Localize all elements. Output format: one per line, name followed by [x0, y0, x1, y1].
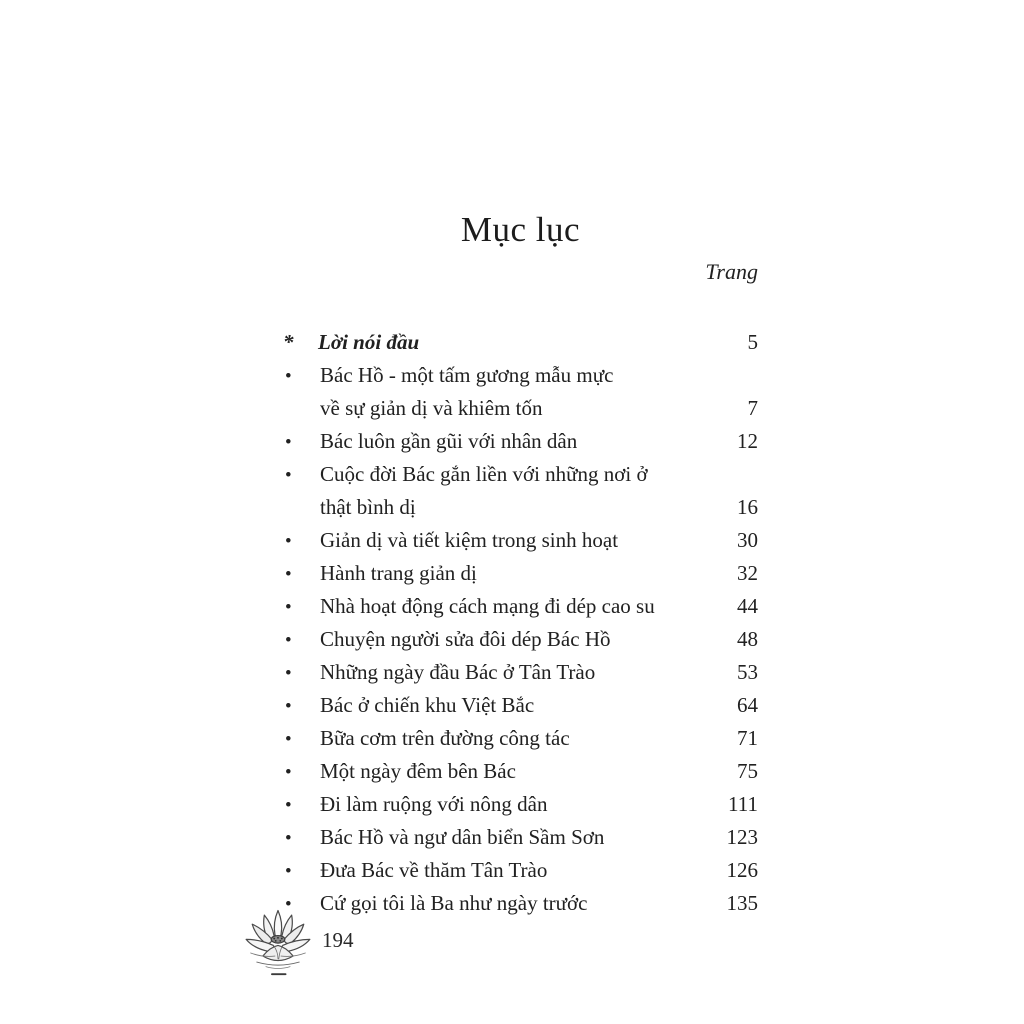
toc-entry-title: Bác luôn gần gũi với nhân dân	[320, 429, 578, 453]
toc-entry-title: Bác Hồ và ngư dân biển Sầm Sơn	[320, 825, 605, 849]
toc-entry-marker: •	[285, 465, 292, 486]
toc-entry-title: thật bình dị	[320, 495, 416, 519]
lotus-flower-sketch-icon	[240, 906, 316, 978]
toc-entry-title: Bữa cơm trên đường công tác	[320, 726, 570, 750]
toc-entry-page-number: 12	[737, 429, 758, 453]
toc-entry-page-number: 5	[747, 330, 758, 354]
toc-row	[283, 392, 758, 425]
toc-row	[283, 359, 758, 392]
table-of-contents	[283, 326, 758, 920]
toc-row	[283, 557, 758, 590]
toc-entry-page-number: 48	[737, 627, 758, 651]
toc-entry-title: Cứ gọi tôi là Ba như ngày trước	[320, 891, 588, 915]
toc-entry-marker: •	[285, 597, 292, 618]
toc-entry-title: về sự giản dị và khiêm tốn	[320, 396, 543, 420]
toc-entry-title: Hành trang giản dị	[320, 561, 477, 585]
toc-entry-page-number: 64	[737, 693, 758, 717]
toc-entry-marker: •	[285, 861, 292, 882]
toc-row	[283, 722, 758, 755]
toc-entry-marker: •	[285, 795, 292, 816]
toc-entry-page-number: 53	[737, 660, 758, 684]
toc-entry-marker: •	[285, 432, 292, 453]
toc-entry-page-number: 123	[726, 825, 758, 849]
toc-entry-page-number: 44	[737, 594, 758, 618]
toc-row	[283, 458, 758, 491]
toc-row	[283, 491, 758, 524]
toc-row	[283, 755, 758, 788]
toc-row	[283, 656, 758, 689]
toc-entry-page-number: 71	[737, 726, 758, 750]
toc-row	[283, 821, 758, 854]
toc-row	[283, 887, 758, 920]
toc-entry-title: Giản dị và tiết kiệm trong sinh hoạt	[320, 528, 619, 552]
toc-entry-page-number: 30	[737, 528, 758, 552]
toc-entry-marker: •	[285, 564, 292, 585]
toc-row	[283, 590, 758, 623]
toc-entry-marker: •	[285, 894, 292, 915]
toc-entry-marker: •	[285, 828, 292, 849]
toc-entry-page-number: 32	[737, 561, 758, 585]
toc-entry-marker: •	[285, 366, 292, 387]
toc-entry-title: Nhà hoạt động cách mạng đi dép cao su	[320, 594, 655, 618]
toc-entry-title: Chuyện người sửa đôi dép Bác Hồ	[320, 627, 611, 651]
toc-row	[283, 425, 758, 458]
toc-entry-marker: •	[285, 663, 292, 684]
toc-entry-marker: •	[285, 762, 292, 783]
toc-entry-title: Cuộc đời Bác gắn liền với những nơi ở	[320, 462, 648, 486]
toc-entry-marker: *	[283, 330, 294, 354]
toc-entry-title: Đi làm ruộng với nông dân	[320, 792, 548, 816]
toc-entry-page-number: 111	[728, 792, 758, 816]
toc-row	[283, 623, 758, 656]
toc-entry-title: Đưa Bác về thăm Tân Trào	[320, 858, 548, 882]
toc-entry-marker: •	[285, 531, 292, 552]
footer-page-number: 194	[322, 928, 354, 952]
page-column-header: Trang	[705, 259, 758, 284]
toc-row	[283, 689, 758, 722]
toc-entry-page-number: 126	[726, 858, 758, 882]
toc-entry-marker: •	[285, 696, 292, 717]
toc-entry-marker: •	[285, 729, 292, 750]
toc-entry-title: Một ngày đêm bên Bác	[320, 759, 516, 783]
toc-entry-marker: •	[285, 630, 292, 651]
toc-row	[283, 854, 758, 887]
toc-row	[283, 524, 758, 557]
page-title: Mục lục	[460, 210, 581, 249]
toc-entry-title: Lời nói đầu	[318, 330, 420, 354]
toc-entry-title: Bác Hồ - một tấm gương mẫu mực	[320, 363, 614, 387]
toc-entry-page-number: 135	[726, 891, 758, 915]
toc-row	[283, 326, 758, 359]
toc-entry-page-number: 75	[737, 759, 758, 783]
toc-entry-title: Những ngày đầu Bác ở Tân Trào	[320, 660, 596, 684]
toc-entry-page-number: 7	[747, 396, 758, 420]
toc-entry-page-number: 16	[737, 495, 758, 519]
toc-entry-title: Bác ở chiến khu Việt Bắc	[320, 693, 535, 717]
toc-row	[283, 788, 758, 821]
